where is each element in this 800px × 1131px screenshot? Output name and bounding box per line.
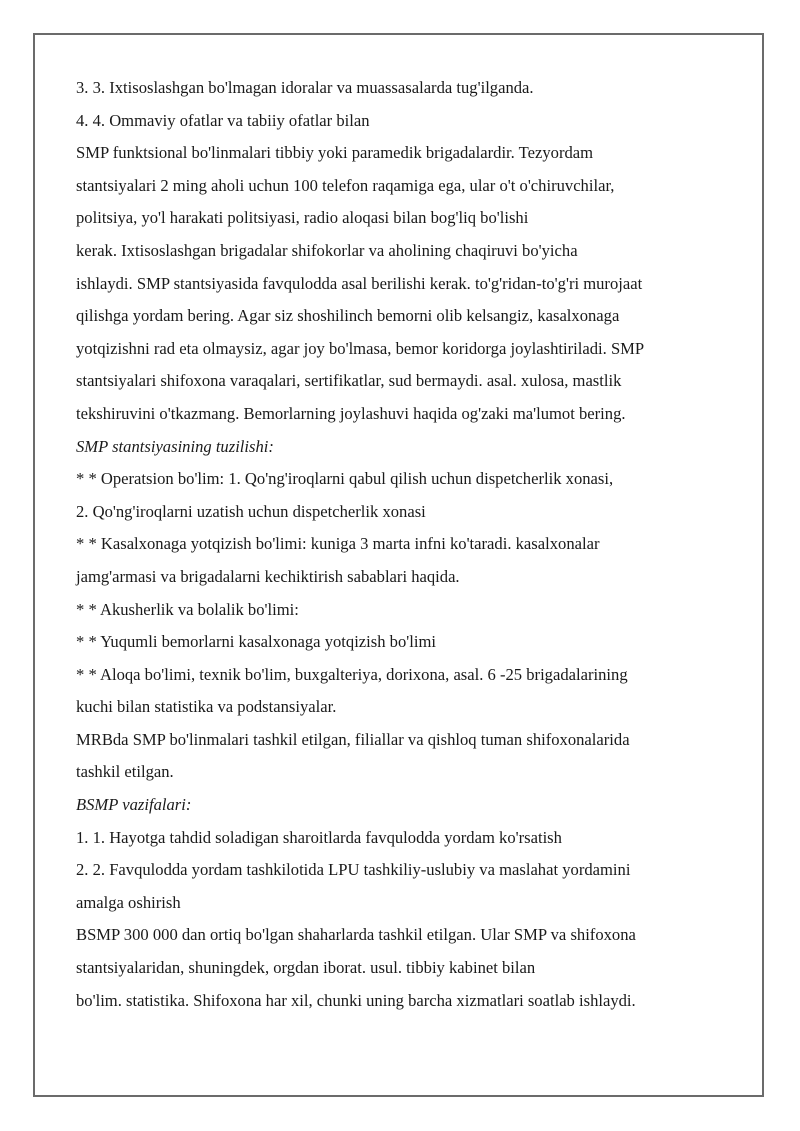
text-line: * * Kasalxonaga yotqizish bo'limi: kuniga 3 marta infni ko'taradi. kasalxonalar xyxy=(76,534,600,554)
text-line: stantsiyalari 2 ming aholi uchun 100 telefon raqamiga ega, ular o't o'chiruvchilar, xyxy=(76,175,615,195)
text-line: 2. 2. Favqulodda yordam tashkilotida LPU tashkiliy-uslubiy va maslahat yordamini xyxy=(76,860,631,880)
text-line: bo'lim. statistika. Shifoxona har xil, chunki uning barcha xizmatlari soatlab ishlaydi. xyxy=(76,990,636,1010)
text-line: tashkil etilgan. xyxy=(76,762,174,782)
text-line: * * Aloqa bo'limi, texnik bo'lim, buxgalteriya, dorixona, asal. 6 -25 brigadalarining xyxy=(76,664,628,684)
text-line: kerak. Ixtisoslashgan brigadalar shifokorlar va aholining chaqiruvi bo'yicha xyxy=(76,240,578,260)
text-line: BSMP 300 000 dan ortiq bo'lgan shaharlarda tashkil etilgan. Ular SMP va shifoxona xyxy=(76,925,636,945)
text-line: ishlaydi. SMP stantsiyasida favqulodda asal berilishi kerak. to'g'ridan-to'g'ri murojaat xyxy=(76,273,643,293)
text-line: 2. Qo'ng'iroqlarni uzatish uchun dispetcherlik xonasi xyxy=(76,501,426,521)
text-line: 1. 1. Hayotga tahdid soladigan sharoitlarda favqulodda yordam ko'rsatish xyxy=(76,827,562,847)
text-line: 3. 3. Ixtisoslashgan bo'lmagan idoralar va muassasalarda tug'ilganda. xyxy=(76,78,534,97)
text-line: * * Akusherlik va bolalik bo'limi: xyxy=(76,599,299,619)
document-body xyxy=(76,72,726,1017)
text-line: yotqizishni rad eta olmaysiz, agar joy bo'lmasa, bemor koridorga joylashtiriladi. SMP xyxy=(76,338,645,358)
text-line: tekshiruvini o'tkazmang. Bemorlarning joylashuvi haqida og'zaki ma'lumot bering. xyxy=(76,403,626,423)
text-line: amalga oshirish xyxy=(76,892,181,912)
text-line: kuchi bilan statistika va podstansiyalar. xyxy=(76,697,337,717)
text-line: SMP funktsional bo'linmalari tibbiy yoki paramedik brigadalardir. Tezyordam xyxy=(76,143,594,163)
text-line: qilishga yordam bering. Agar siz shoshilinch bemorni olib kelsangiz, kasalxonaga xyxy=(76,306,620,326)
text-line: * * Yuqumli bemorlarni kasalxonaga yotqizish bo'limi xyxy=(76,632,437,652)
text-line: stantsiyalaridan, shuningdek, orgdan iborat. usul. tibbiy kabinet bilan xyxy=(76,958,536,978)
text-line: * * Operatsion bo'lim: 1. Qo'ng'iroqlarni qabul qilish uchun dispetcherlik xonasi, xyxy=(76,469,614,489)
text-line: jamg'armasi va brigadalarni kechiktirish sabablari haqida. xyxy=(76,566,460,586)
text-line: 4. 4. Ommaviy ofatlar va tabiiy ofatlar bilan xyxy=(76,110,370,130)
section-heading: BSMP vazifalari: xyxy=(76,795,192,815)
text-line: politsiya, yo'l harakati politsiyasi, radio aloqasi bilan bog'liq bo'lishi xyxy=(76,208,529,228)
text-line: MRBda SMP bo'linmalari tashkil etilgan, filiallar va qishloq tuman shifoxonalarida xyxy=(76,729,630,749)
section-heading: SMP stantsiyasining tuzilishi: xyxy=(76,436,274,456)
text-line: stantsiyalari shifoxona varaqalari, sertifikatlar, sud bermaydi. asal. xulosa, mastlik xyxy=(76,371,622,391)
